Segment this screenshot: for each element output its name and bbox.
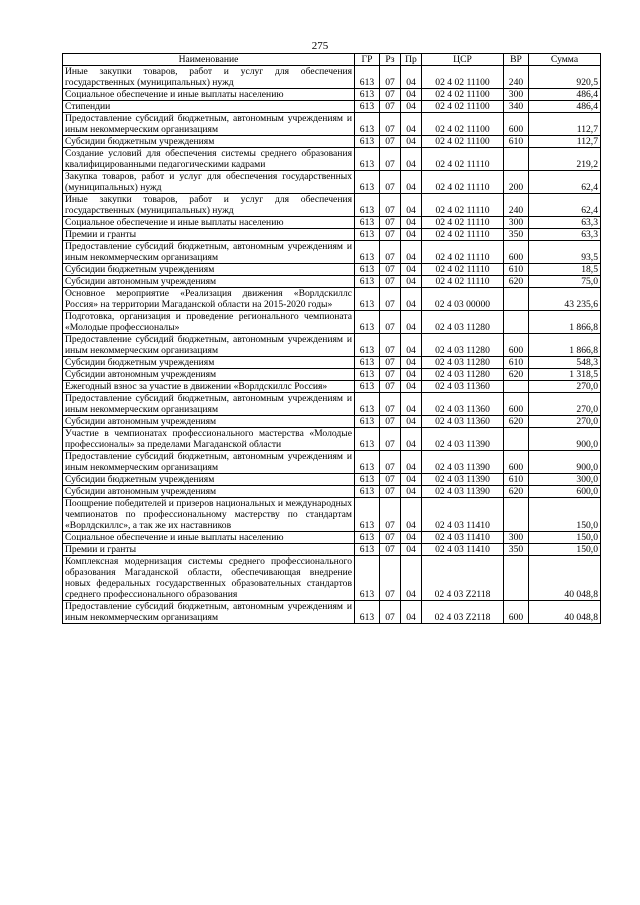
row-pr-cell: 04: [401, 217, 422, 229]
row-gr-cell: 613: [355, 66, 380, 89]
row-sum-cell: 18,5: [529, 264, 601, 276]
row-gr-cell: 613: [355, 544, 380, 556]
row-vr-cell: 610: [504, 264, 529, 276]
row-rz-cell: 07: [380, 241, 401, 264]
row-pr-cell: 04: [401, 66, 422, 89]
row-rz-cell: 07: [380, 101, 401, 113]
row-rz-cell: 07: [380, 498, 401, 532]
row-rz-cell: 07: [380, 171, 401, 194]
row-csr-cell: 02 4 03 11280: [422, 357, 504, 369]
row-gr-cell: 613: [355, 428, 380, 451]
table-row: [63, 428, 601, 451]
row-name-cell: Предоставление субсидий бюджетным, автономным учреждениям и иным некоммерческим организациям: [63, 113, 355, 136]
row-gr-cell: 613: [355, 451, 380, 474]
table-row: [63, 136, 601, 148]
row-name-cell: Социальное обеспечение и иные выплаты населению: [63, 217, 355, 229]
row-pr-cell: 04: [401, 171, 422, 194]
table-row: [63, 381, 601, 393]
budget-table: [62, 53, 601, 624]
row-pr-cell: 04: [401, 369, 422, 381]
row-name-cell: Субсидии бюджетным учреждениям: [63, 136, 355, 148]
row-vr-cell: 600: [504, 334, 529, 357]
row-name-cell: Социальное обеспечение и иные выплаты населению: [63, 89, 355, 101]
table-row: [63, 532, 601, 544]
row-pr-cell: 04: [401, 229, 422, 241]
row-pr-cell: 04: [401, 498, 422, 532]
row-pr-cell: 04: [401, 556, 422, 601]
row-csr-cell: 02 4 03 11390: [422, 428, 504, 451]
row-gr-cell: 613: [355, 486, 380, 498]
page-number: 275: [311, 40, 329, 52]
row-sum-cell: 150,0: [529, 532, 601, 544]
row-csr-cell: 02 4 02 11110: [422, 148, 504, 171]
row-sum-cell: 112,7: [529, 113, 601, 136]
row-rz-cell: 07: [380, 451, 401, 474]
header-gr: ГР: [355, 54, 380, 66]
row-vr-cell: 620: [504, 486, 529, 498]
header-pr: Пр: [401, 54, 422, 66]
row-rz-cell: 07: [380, 148, 401, 171]
row-csr-cell: 02 4 02 11100: [422, 113, 504, 136]
row-sum-cell: 1 866,8: [529, 311, 601, 334]
row-gr-cell: 613: [355, 532, 380, 544]
table-row: [63, 498, 601, 532]
row-csr-cell: 02 4 02 11110: [422, 229, 504, 241]
row-csr-cell: 02 4 02 11110: [422, 276, 504, 288]
row-vr-cell: [504, 556, 529, 601]
row-pr-cell: 04: [401, 148, 422, 171]
row-gr-cell: 613: [355, 357, 380, 369]
table-row: [63, 171, 601, 194]
row-gr-cell: 613: [355, 311, 380, 334]
header-rz: Рз: [380, 54, 401, 66]
row-sum-cell: 270,0: [529, 393, 601, 416]
row-sum-cell: 75,0: [529, 276, 601, 288]
table-row: [63, 194, 601, 217]
row-rz-cell: 07: [380, 89, 401, 101]
row-rz-cell: 07: [380, 601, 401, 624]
row-vr-cell: 350: [504, 229, 529, 241]
row-pr-cell: 04: [401, 428, 422, 451]
row-rz-cell: 07: [380, 229, 401, 241]
row-pr-cell: 04: [401, 311, 422, 334]
row-vr-cell: 300: [504, 89, 529, 101]
row-csr-cell: 02 4 02 11110: [422, 264, 504, 276]
row-rz-cell: 07: [380, 288, 401, 311]
row-csr-cell: 02 4 03 11280: [422, 311, 504, 334]
row-rz-cell: 07: [380, 66, 401, 89]
row-vr-cell: 240: [504, 194, 529, 217]
row-name-cell: Субсидии бюджетным учреждениям: [63, 474, 355, 486]
row-vr-cell: [504, 428, 529, 451]
table-row: [63, 89, 601, 101]
row-pr-cell: 04: [401, 241, 422, 264]
row-sum-cell: 900,0: [529, 428, 601, 451]
row-sum-cell: 1 866,8: [529, 334, 601, 357]
row-name-cell: Иные закупки товаров, работ и услуг для обеспечения государственных (муниципальных) нужд: [63, 194, 355, 217]
row-name-cell: Предоставление субсидий бюджетным, автономным учреждениям и иным некоммерческим организациям: [63, 451, 355, 474]
row-rz-cell: 07: [380, 486, 401, 498]
row-rz-cell: 07: [380, 428, 401, 451]
row-pr-cell: 04: [401, 544, 422, 556]
row-sum-cell: 63,3: [529, 229, 601, 241]
row-rz-cell: 07: [380, 113, 401, 136]
row-sum-cell: 548,3: [529, 357, 601, 369]
row-sum-cell: 219,2: [529, 148, 601, 171]
row-rz-cell: 07: [380, 334, 401, 357]
table-row: [63, 451, 601, 474]
row-vr-cell: [504, 288, 529, 311]
row-name-cell: Субсидии автономным учреждениям: [63, 276, 355, 288]
row-csr-cell: 02 4 03 11390: [422, 474, 504, 486]
table-row: [63, 474, 601, 486]
row-gr-cell: 613: [355, 474, 380, 486]
row-gr-cell: 613: [355, 416, 380, 428]
row-csr-cell: 02 4 03 11280: [422, 369, 504, 381]
row-csr-cell: 02 4 03 11360: [422, 416, 504, 428]
table-row: [63, 311, 601, 334]
row-rz-cell: 07: [380, 474, 401, 486]
header-sum: Сумма: [529, 54, 601, 66]
row-pr-cell: 04: [401, 334, 422, 357]
row-gr-cell: 613: [355, 498, 380, 532]
row-gr-cell: 613: [355, 276, 380, 288]
row-gr-cell: 613: [355, 217, 380, 229]
row-csr-cell: 02 4 02 11110: [422, 171, 504, 194]
table-row: [63, 369, 601, 381]
header-csr: ЦСР: [422, 54, 504, 66]
row-sum-cell: 270,0: [529, 381, 601, 393]
row-name-cell: Премии и гранты: [63, 229, 355, 241]
row-name-cell: Субсидии автономным учреждениям: [63, 369, 355, 381]
row-gr-cell: 613: [355, 136, 380, 148]
row-pr-cell: 04: [401, 451, 422, 474]
table-row: [63, 113, 601, 136]
row-csr-cell: 02 4 02 11110: [422, 241, 504, 264]
row-rz-cell: 07: [380, 194, 401, 217]
row-rz-cell: 07: [380, 217, 401, 229]
row-name-cell: Социальное обеспечение и иные выплаты населению: [63, 532, 355, 544]
row-rz-cell: 07: [380, 357, 401, 369]
row-csr-cell: 02 4 03 11410: [422, 544, 504, 556]
row-pr-cell: 04: [401, 532, 422, 544]
row-rz-cell: 07: [380, 381, 401, 393]
row-name-cell: Создание условий для обеспечения системы среднего образования квалифицированными педагогическими кадрами: [63, 148, 355, 171]
row-gr-cell: 613: [355, 89, 380, 101]
row-sum-cell: 1 318,5: [529, 369, 601, 381]
row-sum-cell: 486,4: [529, 101, 601, 113]
row-vr-cell: [504, 498, 529, 532]
row-gr-cell: 613: [355, 241, 380, 264]
row-rz-cell: 07: [380, 311, 401, 334]
row-name-cell: Субсидии автономным учреждениям: [63, 486, 355, 498]
row-gr-cell: 613: [355, 148, 380, 171]
header-name: Наименование: [63, 54, 355, 66]
row-gr-cell: 613: [355, 264, 380, 276]
row-gr-cell: 613: [355, 369, 380, 381]
row-csr-cell: 02 4 03 11360: [422, 381, 504, 393]
row-name-cell: Иные закупки товаров, работ и услуг для обеспечения государственных (муниципальных) нужд: [63, 66, 355, 89]
row-vr-cell: 600: [504, 451, 529, 474]
row-vr-cell: 200: [504, 171, 529, 194]
table-row: [63, 416, 601, 428]
row-csr-cell: 02 4 03 11280: [422, 334, 504, 357]
row-vr-cell: 600: [504, 393, 529, 416]
table-row: [63, 66, 601, 89]
row-csr-cell: 02 4 02 11100: [422, 89, 504, 101]
row-vr-cell: 620: [504, 369, 529, 381]
row-csr-cell: 02 4 03 11360: [422, 393, 504, 416]
table-row: [63, 101, 601, 113]
row-sum-cell: 93,5: [529, 241, 601, 264]
row-gr-cell: 613: [355, 101, 380, 113]
row-sum-cell: 920,5: [529, 66, 601, 89]
table-row: [63, 276, 601, 288]
row-sum-cell: 600,0: [529, 486, 601, 498]
row-sum-cell: 300,0: [529, 474, 601, 486]
row-csr-cell: 02 4 02 11100: [422, 101, 504, 113]
row-sum-cell: 486,4: [529, 89, 601, 101]
row-csr-cell: 02 4 02 11100: [422, 66, 504, 89]
row-name-cell: Закупка товаров, работ и услуг для обеспечения государственных (муниципальных) нужд: [63, 171, 355, 194]
row-csr-cell: 02 4 03 11410: [422, 498, 504, 532]
row-csr-cell: 02 4 02 11110: [422, 194, 504, 217]
row-sum-cell: 43 235,6: [529, 288, 601, 311]
row-sum-cell: 270,0: [529, 416, 601, 428]
row-sum-cell: 900,0: [529, 451, 601, 474]
row-csr-cell: 02 4 03 00000: [422, 288, 504, 311]
row-pr-cell: 04: [401, 264, 422, 276]
table-row: [63, 556, 601, 601]
row-name-cell: Ежегодный взнос за участие в движении «Ворлдскиллс Россия»: [63, 381, 355, 393]
row-csr-cell: 02 4 03 11410: [422, 532, 504, 544]
row-csr-cell: 02 4 03 11390: [422, 486, 504, 498]
row-vr-cell: 600: [504, 601, 529, 624]
row-pr-cell: 04: [401, 89, 422, 101]
row-vr-cell: 600: [504, 241, 529, 264]
row-vr-cell: 620: [504, 276, 529, 288]
row-sum-cell: 63,3: [529, 217, 601, 229]
row-pr-cell: 04: [401, 276, 422, 288]
row-csr-cell: 02 4 02 11110: [422, 217, 504, 229]
row-name-cell: Комплексная модернизация системы среднего профессионального образования Магаданской области, обеспечивающая внедрение новых федеральных государственных образовательных стандартов среднего профессионального образования: [63, 556, 355, 601]
table-row: [63, 264, 601, 276]
row-vr-cell: [504, 381, 529, 393]
row-vr-cell: 610: [504, 474, 529, 486]
row-rz-cell: 07: [380, 276, 401, 288]
row-name-cell: Премии и гранты: [63, 544, 355, 556]
row-csr-cell: 02 4 03 Z2118: [422, 601, 504, 624]
row-csr-cell: 02 4 03 Z2118: [422, 556, 504, 601]
table-row: [63, 544, 601, 556]
row-vr-cell: 240: [504, 66, 529, 89]
row-pr-cell: 04: [401, 357, 422, 369]
header-vr: ВР: [504, 54, 529, 66]
table-row: [63, 334, 601, 357]
row-vr-cell: 300: [504, 217, 529, 229]
row-sum-cell: 150,0: [529, 498, 601, 532]
row-name-cell: Стипендии: [63, 101, 355, 113]
row-pr-cell: 04: [401, 381, 422, 393]
row-pr-cell: 04: [401, 474, 422, 486]
row-sum-cell: 150,0: [529, 544, 601, 556]
table-row: [63, 148, 601, 171]
row-pr-cell: 04: [401, 486, 422, 498]
row-name-cell: Субсидии бюджетным учреждениям: [63, 264, 355, 276]
row-rz-cell: 07: [380, 136, 401, 148]
table-row: [63, 229, 601, 241]
row-gr-cell: 613: [355, 229, 380, 241]
row-name-cell: Предоставление субсидий бюджетным, автономным учреждениям и иным некоммерческим организациям: [63, 393, 355, 416]
row-name-cell: Участие в чемпионатах профессионального мастерства «Молодые профессионалы» за пределами Магаданской области: [63, 428, 355, 451]
row-pr-cell: 04: [401, 393, 422, 416]
row-rz-cell: 07: [380, 369, 401, 381]
table-row: [63, 217, 601, 229]
row-vr-cell: [504, 311, 529, 334]
row-pr-cell: 04: [401, 136, 422, 148]
row-vr-cell: 610: [504, 357, 529, 369]
row-gr-cell: 613: [355, 194, 380, 217]
table-row: [63, 486, 601, 498]
row-csr-cell: 02 4 03 11390: [422, 451, 504, 474]
row-name-cell: Предоставление субсидий бюджетным, автономным учреждениям и иным некоммерческим организациям: [63, 601, 355, 624]
table-row: [63, 241, 601, 264]
table-row: [63, 288, 601, 311]
row-gr-cell: 613: [355, 381, 380, 393]
row-name-cell: Основное мероприятие «Реализация движения «Ворлдскиллс Россия» на территории Магаданской области на 2015-2020 годы»: [63, 288, 355, 311]
row-gr-cell: 613: [355, 393, 380, 416]
row-name-cell: Предоставление субсидий бюджетным, автономным учреждениям и иным некоммерческим организациям: [63, 241, 355, 264]
row-name-cell: Субсидии автономным учреждениям: [63, 416, 355, 428]
row-vr-cell: 610: [504, 136, 529, 148]
table-row: [63, 393, 601, 416]
row-gr-cell: 613: [355, 334, 380, 357]
row-vr-cell: 350: [504, 544, 529, 556]
row-sum-cell: 40 048,8: [529, 601, 601, 624]
row-sum-cell: 112,7: [529, 136, 601, 148]
table-header-row: [63, 54, 601, 66]
row-sum-cell: 62,4: [529, 194, 601, 217]
row-rz-cell: 07: [380, 556, 401, 601]
row-pr-cell: 04: [401, 288, 422, 311]
row-name-cell: Субсидии бюджетным учреждениям: [63, 357, 355, 369]
table-row: [63, 357, 601, 369]
row-pr-cell: 04: [401, 101, 422, 113]
table-row: [63, 601, 601, 624]
row-name-cell: Подготовка, организация и проведение регионального чемпионата «Молодые профессионалы»: [63, 311, 355, 334]
row-gr-cell: 613: [355, 556, 380, 601]
row-vr-cell: 620: [504, 416, 529, 428]
row-pr-cell: 04: [401, 416, 422, 428]
row-rz-cell: 07: [380, 532, 401, 544]
row-gr-cell: 613: [355, 288, 380, 311]
row-pr-cell: 04: [401, 194, 422, 217]
row-rz-cell: 07: [380, 264, 401, 276]
row-sum-cell: 40 048,8: [529, 556, 601, 601]
row-gr-cell: 613: [355, 171, 380, 194]
row-pr-cell: 04: [401, 113, 422, 136]
row-gr-cell: 613: [355, 113, 380, 136]
row-vr-cell: [504, 148, 529, 171]
row-rz-cell: 07: [380, 393, 401, 416]
row-name-cell: Поощрение победителей и призеров национальных и международных чемпионатов по профессиональному мастерству по стандартам «Ворлдскиллс», а так же их наставников: [63, 498, 355, 532]
row-pr-cell: 04: [401, 601, 422, 624]
row-vr-cell: 600: [504, 113, 529, 136]
row-vr-cell: 340: [504, 101, 529, 113]
row-name-cell: Предоставление субсидий бюджетным, автономным учреждениям и иным некоммерческим организациям: [63, 334, 355, 357]
row-csr-cell: 02 4 02 11100: [422, 136, 504, 148]
row-vr-cell: 300: [504, 532, 529, 544]
row-rz-cell: 07: [380, 416, 401, 428]
table-body: [63, 66, 601, 624]
row-sum-cell: 62,4: [529, 171, 601, 194]
row-rz-cell: 07: [380, 544, 401, 556]
row-gr-cell: 613: [355, 601, 380, 624]
